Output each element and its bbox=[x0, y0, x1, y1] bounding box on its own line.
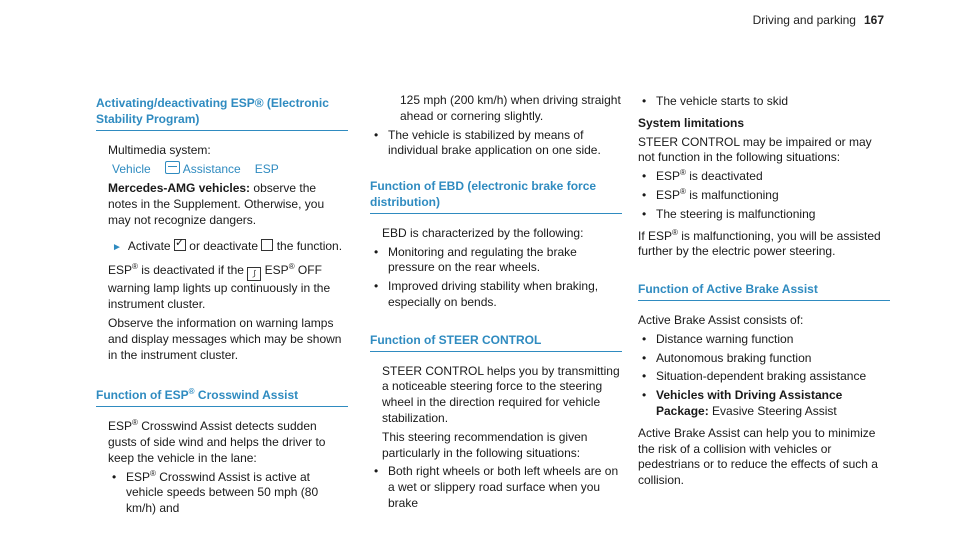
aba-list bbox=[638, 332, 890, 420]
registered-mark: ® bbox=[680, 168, 686, 178]
crosswind-list-cont bbox=[370, 128, 622, 160]
registered-mark: ® bbox=[150, 468, 156, 478]
amg-note bbox=[96, 181, 348, 228]
amg-label: Mercedes-AMG vehicles: bbox=[108, 181, 251, 196]
registered-mark: ® bbox=[288, 262, 295, 272]
amg-text: observe the notes in the Supplement. Otherwise, you may not recognize dangers. bbox=[108, 181, 325, 227]
header-section: Driving and parking bbox=[752, 13, 856, 27]
list-item: • Distance warning function bbox=[642, 332, 890, 348]
ebd-list bbox=[370, 245, 622, 311]
list-item bbox=[112, 470, 348, 517]
title-part-2: Crosswind Assist bbox=[194, 388, 299, 403]
checkbox-checked-icon bbox=[174, 239, 186, 251]
section-title-ebd: Function of EBD (electronic brake force distribution) bbox=[370, 179, 622, 214]
bullet-text: is malfunctioning bbox=[685, 187, 779, 202]
page-number: 167 bbox=[863, 13, 884, 27]
observe-text: Observe the information on warning lamps and display messages which may be shown in the instrument cluster. bbox=[108, 315, 342, 362]
multimedia-label: Multimedia system: bbox=[108, 142, 211, 157]
list-item: • The vehicle is stabilized by means of individual brake application on one side. bbox=[374, 128, 622, 160]
list-item bbox=[642, 388, 890, 420]
step-activate: Activate bbox=[127, 238, 171, 253]
column-3 bbox=[638, 94, 890, 492]
esp-text: ESP bbox=[656, 187, 681, 202]
list-item: • Both right wheels or both left wheels are on a wet or slippery road surface when you brake bbox=[374, 464, 622, 511]
crosswind-text: Crosswind Assist detects sudden gusts of side wind and helps the driver to keep the vehicle in the lane: bbox=[108, 419, 326, 465]
crosswind-intro bbox=[96, 419, 348, 466]
steer-list-cont bbox=[638, 94, 890, 110]
bullet-text: Crosswind Assist is active at vehicle speeds between 50 mph (80 km/h) and bbox=[126, 469, 319, 516]
deact-text-2: OFF warning lamp lights up continuously in the instrument cluster. bbox=[108, 263, 331, 312]
list-item: • The vehicle starts to skid bbox=[642, 94, 890, 110]
title-part: Function of ESP bbox=[96, 388, 189, 403]
aba-intro: Active Brake Assist consists of: bbox=[638, 312, 804, 327]
deact-text: is deactivated if the bbox=[137, 263, 244, 278]
column-1 bbox=[96, 96, 348, 523]
list-item: • Improved driving stability when braking, especially on bends. bbox=[374, 279, 622, 311]
crumb-assistance: Assistance bbox=[182, 162, 241, 177]
crosswind-list bbox=[96, 470, 348, 517]
list-item bbox=[642, 169, 890, 185]
steer-situations: This steering recommendation is given particularly in the following situations: bbox=[382, 429, 588, 460]
section-title-active-brake: Function of Active Brake Assist bbox=[638, 282, 890, 301]
continued-text: 125 mph (200 km/h) when driving straight ahead or cornering slightly. bbox=[400, 93, 621, 123]
aba-description: Active Brake Assist can help you to minimize the risk of a collision with vehicles or pedestrians or to reduce the effects of such a collision. bbox=[638, 425, 878, 488]
system-limitations-heading bbox=[638, 116, 890, 132]
bullet-text: Evasive Steering Assist bbox=[708, 403, 837, 418]
registered-mark: ® bbox=[188, 387, 195, 397]
malf-text: is malfunctioning, you will be assisted further by the electric power steering. bbox=[638, 228, 881, 259]
list-item: • Autonomous braking function bbox=[642, 351, 890, 367]
registered-mark: ® bbox=[680, 186, 686, 196]
step-function: the function. bbox=[276, 238, 343, 253]
column-2 bbox=[370, 93, 622, 518]
limitations-list bbox=[638, 169, 890, 222]
registered-mark: ® bbox=[672, 227, 678, 237]
list-item: • Monitoring and regulating the brake pressure on the rear wheels. bbox=[374, 245, 622, 277]
bold-label: Vehicles with Driving Assistance Package: bbox=[656, 388, 843, 418]
esp-text: ESP bbox=[656, 169, 681, 184]
bullet-text: is deactivated bbox=[685, 169, 763, 184]
malfunction-text bbox=[638, 229, 890, 261]
section-title-steer: Function of STEER CONTROL bbox=[370, 333, 622, 352]
heading-text: System limitations bbox=[638, 115, 745, 130]
steer-list bbox=[370, 464, 622, 511]
esp-text: ESP bbox=[108, 419, 133, 434]
menu-path bbox=[96, 161, 348, 178]
esp-deactivated-text bbox=[96, 263, 348, 313]
list-item: • The steering is malfunctioning bbox=[642, 207, 890, 223]
section-title-esp: Activating/deactivating ESP® (Electronic Stability Program) bbox=[96, 96, 348, 131]
instruction-step bbox=[96, 239, 348, 256]
section-title-crosswind bbox=[96, 388, 348, 407]
esp-text: ESP bbox=[108, 263, 133, 278]
list-item: • Situation-dependent braking assistance bbox=[642, 369, 890, 385]
crumb-esp: ESP bbox=[254, 162, 279, 177]
ebd-intro: EBD is characterized by the following: bbox=[382, 225, 584, 240]
checkbox-empty-icon bbox=[261, 239, 273, 251]
crumb-vehicle: Vehicle bbox=[112, 162, 151, 177]
esp-text: ESP bbox=[126, 469, 151, 484]
registered-mark: ® bbox=[132, 418, 138, 428]
steer-description: STEER CONTROL helps you by transmitting a noticeable steering force to the steering wheel in the direction required for vehicle stabilization. bbox=[382, 363, 620, 425]
esp-warning-icon: ⟆ bbox=[247, 267, 261, 281]
esp-text: If ESP bbox=[638, 228, 673, 243]
running-header bbox=[753, 13, 884, 27]
esp-text-2: ESP bbox=[264, 263, 289, 278]
car-icon bbox=[165, 161, 180, 174]
arrow-icon: ► bbox=[112, 241, 122, 253]
step-deactivate: or deactivate bbox=[189, 238, 258, 253]
registered-mark: ® bbox=[132, 262, 138, 272]
list-item bbox=[642, 188, 890, 204]
limitations-text: STEER CONTROL may be impaired or may not function in the following situations: bbox=[638, 134, 872, 165]
